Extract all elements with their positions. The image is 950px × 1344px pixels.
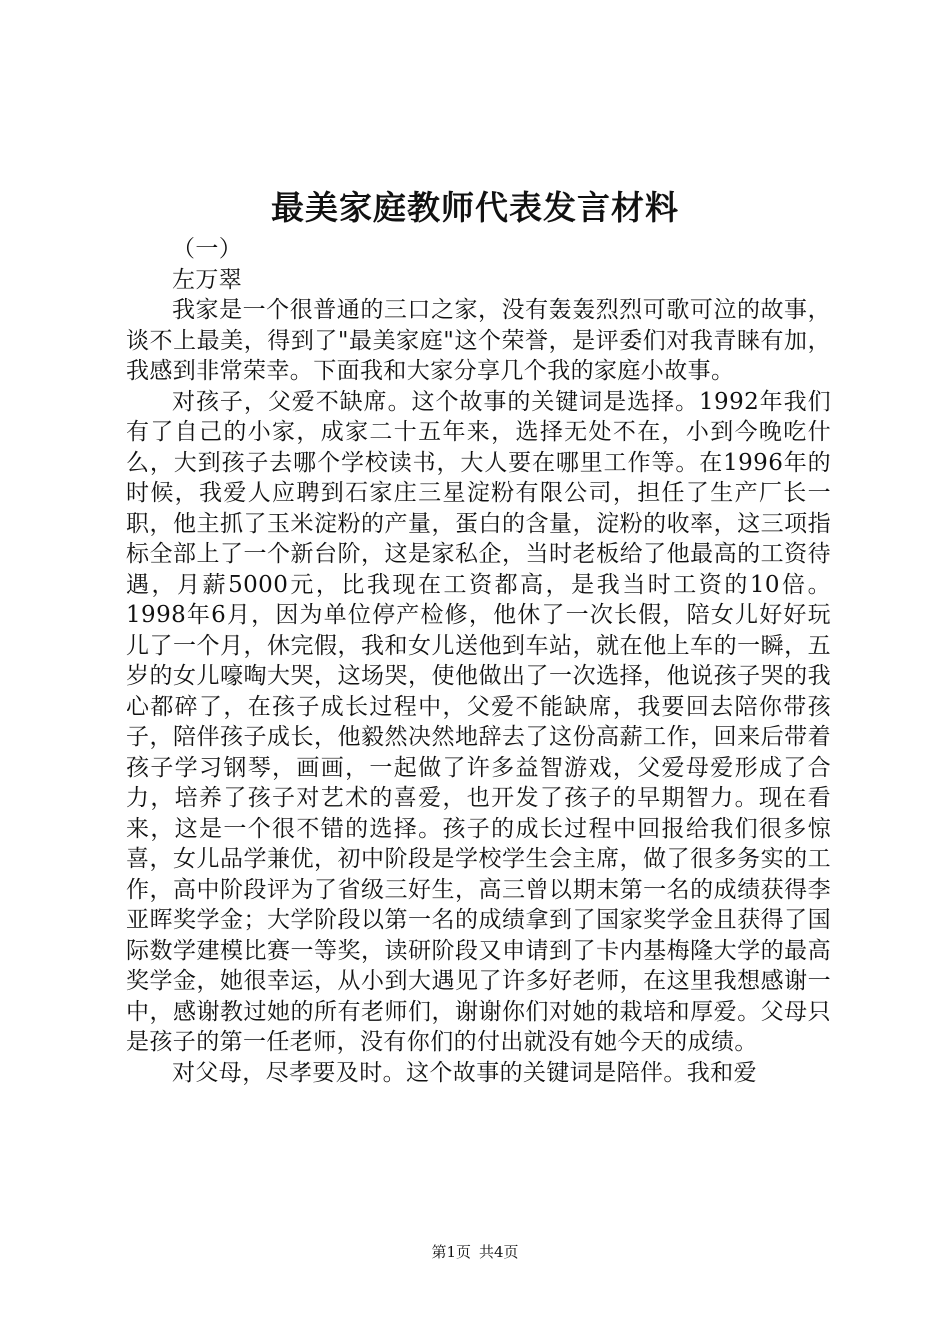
author-name: 左万翠 (172, 266, 243, 293)
paragraph: 对父母，尽孝要及时。这个故事的关键词是陪伴。我和爱 (172, 1059, 757, 1086)
page-number-current: 第1页 (431, 1243, 471, 1261)
paragraph: 我家是一个很普通的三口之家，没有轰轰烈烈可歌可泣的故事，谈不上最美，得到了"最美家庭"这个荣誉，是评委们对我青睐有加，我感到非常荣幸。下面我和大家分享几个我的家庭小故事。 (126, 297, 831, 384)
page-number-total: 共4页 (479, 1243, 519, 1261)
document-title: 最美家庭教师代表发言材料 (271, 188, 679, 227)
page-footer (0, 1242, 950, 1262)
paragraph: 对孩子，父爱不缺席。这个故事的关键词是选择。1992年我们有了自己的小家，成家二十五年来，选择无处不在，小到今晚吃什么，大到孩子去哪个学校读书，大人要在哪里工作等。在1996年的时候，我爱人应聘到石家庄三星淀粉有限公司，担任了生产厂长一职，他主抓了玉米淀粉的产量，蛋白的含量，淀粉的收率，这三项指标全部上了一个新台阶，这是家私企，当时老板给了他最高的工资待遇，月薪5000元，比我现在工资都高，是我当时工资的10倍。1998年6月，因为单位停产检修，他休了一次长假，陪女儿好好玩儿了一个月，休完假，我和女儿送他到车站，就在他上车的一瞬，五岁的女儿嚎啕大哭，这场哭，使他做出了一次选择，他说孩子哭的我心都碎了，在孩子成长过程中，父爱不能缺席，我要回去陪你带孩子，陪伴孩子成长，他毅然决然地辞去了这份高薪工作，回来后带着孩子学习钢琴，画画，一起做了许多益智游戏，父爱母爱形成了合力，培养了孩子对艺术的喜爱，也开发了孩子的早期智力。现在看来，这是一个很不错的选择。孩子的成长过程中回报给我们很多惊喜，女儿品学兼优，初中阶段是学校学生会主席，做了很多务实的工作，高中阶段评为了省级三好生，高三曾以期末第一名的成绩获得李亚晖奖学金；大学阶段以第一名的成绩拿到了国家奖学金且获得了国际数学建模比赛一等奖，读研阶段又申请到了卡内基梅隆大学的最高奖学金，她很幸运，从小到大遇见了许多好老师，在这里我想感谢一中，感谢教过她的所有老师们，谢谢你们对她的栽培和厚爱。父母只是孩子的第一任老师，没有你们的付出就没有她今天的成绩。 (126, 388, 831, 1055)
document-body (126, 234, 831, 1088)
section-label: （一） (172, 236, 243, 262)
